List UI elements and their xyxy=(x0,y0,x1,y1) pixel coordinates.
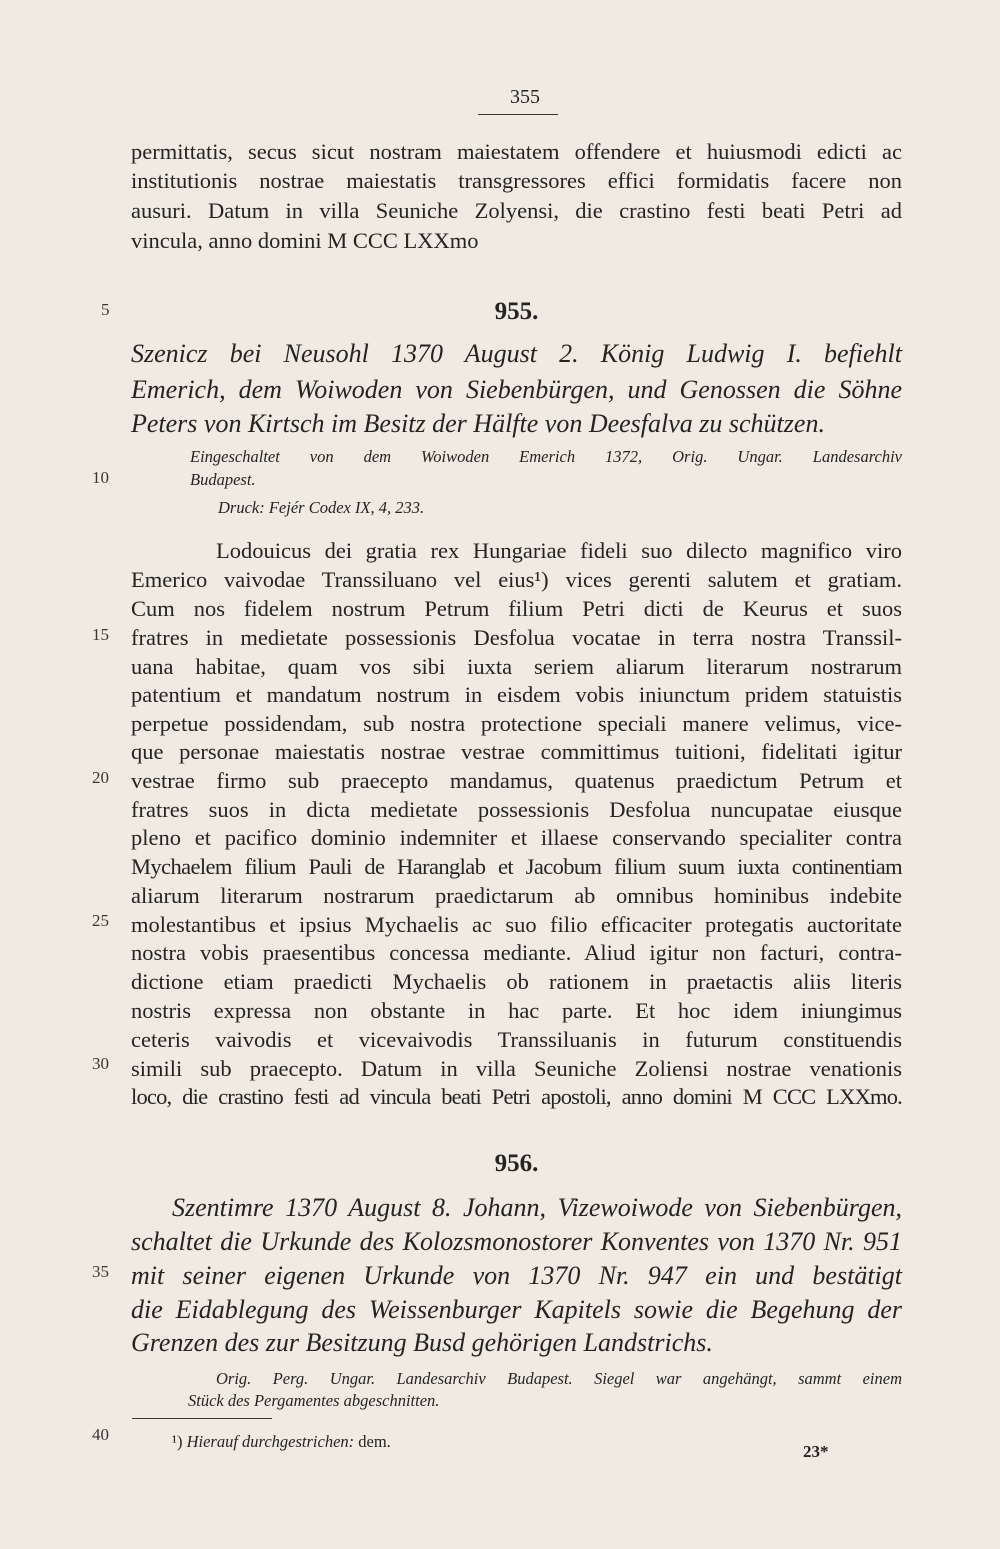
doc955-text-line: simili sub praecepto. Datum in villa Seuniche Zoliensi nostrae venationis xyxy=(131,1056,902,1081)
doc955-text-line: que personae maiestatis nostrae vestrae committimus tuitioni, fidelitati igitur xyxy=(131,739,902,764)
line-number: 35 xyxy=(92,1262,109,1281)
page-number-rule xyxy=(478,114,558,115)
doc956-source: Orig. Perg. Ungar. Landesarchiv Budapest. Siegel war angehängt, sammt einem xyxy=(216,1369,902,1388)
line-number: 15 xyxy=(92,625,109,644)
doc955-text-line: loco, die crastino festi ad vincula beati Petri apostoli, anno domini M CCC LXXmo. xyxy=(131,1084,902,1109)
doc955-summary-line: Peters von Kirtsch im Besitz der Hälfte von Deesfalva zu schützen. xyxy=(131,409,825,438)
footnote-rule xyxy=(132,1418,272,1419)
doc955-text-line: patentium et mandatum nostrum in eisdem vobis iniunctum pridem statuistis xyxy=(131,682,902,707)
doc955-text-line: Cum nos fidelem nostrum Petrum filium Petri dicti de Keurus et suos xyxy=(131,596,902,621)
doc955-summary-line: Emerich, dem Woiwoden von Siebenbürgen, und Genossen die Söhne xyxy=(131,375,902,404)
footnote-label: Hierauf durchgestrichen: xyxy=(186,1432,355,1451)
doc955-text-line: fratres suos in dicta medietate possessionis Desfolua nuncupatae eiusque xyxy=(131,797,902,822)
doc955-source: Eingeschaltet von dem Woiwoden Emerich 1372, Orig. Ungar. Landesarchiv xyxy=(190,447,902,466)
doc956-summary-line: mit seiner eigenen Urkunde von 1370 Nr. 947 ein und bestätigt xyxy=(131,1261,902,1290)
document-number-955: 955. xyxy=(494,298,539,325)
doc956-source-cont: Stück des Pergamentes abgeschnitten. xyxy=(188,1391,440,1410)
doc955-text-line: ceteris vaivodis et vicevaivodis Transsiluanis in futurum constituendis xyxy=(131,1027,902,1052)
doc955-text-line: perpetue possidendam, sub nostra protectione speciali manere velimus, vice- xyxy=(131,711,902,736)
doc955-summary-line: Szenicz bei Neusohl 1370 August 2. König Ludwig I. befiehlt xyxy=(131,339,902,368)
doc955-text-line: uana habitae, quam vos sibi iuxta seriem aliarum literarum nostrarum xyxy=(131,654,902,679)
doc955-text-line: vestrae firmo sub praecepto mandamus, quatenus praedictum Petrum et xyxy=(131,768,902,793)
line-number: 10 xyxy=(92,468,109,487)
doc956-summary-line: Szentimre 1370 August 8. Johann, Vizewoiwode von Siebenbürgen, xyxy=(172,1193,902,1222)
doc955-text-line: Lodouicus dei gratia rex Hungariae fideli suo dilecto magnifico viro xyxy=(216,538,902,563)
doc955-text-line: pleno et pacifico dominio indemniter et illaese conservando specialiter contra xyxy=(131,825,902,850)
doc955-text-line: fratres in medietate possessionis Desfolua vocatae in terra nostra Transsil- xyxy=(131,625,902,650)
doc955-text-line: aliarum literarum nostrarum praedictarum ab omnibus hominibus indebite xyxy=(131,883,902,908)
footnote xyxy=(172,1432,391,1452)
doc955-text-line: dictione etiam praedicti Mychaelis ob rationem in praetactis aliis literis xyxy=(131,969,902,994)
doc956-summary-line: Grenzen des zur Besitzung Busd gehörigen Landstrichs. xyxy=(131,1328,713,1357)
footnote-text: dem. xyxy=(358,1432,391,1451)
line-number: 40 xyxy=(92,1425,109,1444)
continuation-line: vincula, anno domini M CCC LXXmo xyxy=(131,228,479,253)
continuation-line: institutionis nostrae maiestatis transgressores effici formidatis facere non xyxy=(131,168,902,193)
doc955-text-line: Emerico vaivodae Transsiluano vel eius¹) vices gerenti salutem et gratiam. xyxy=(131,567,902,592)
line-number: 5 xyxy=(101,300,110,319)
doc955-print: Druck: Fejér Codex IX, 4, 233. xyxy=(218,498,425,517)
continuation-line: permittatis, secus sicut nostram maiestatem offendere et huiusmodi edicti ac xyxy=(131,139,902,164)
doc956-summary-line: die Eidablegung des Weissenburger Kapitels sowie die Begehung der xyxy=(131,1295,902,1324)
line-number: 20 xyxy=(92,768,109,787)
page-number: 355 xyxy=(510,86,540,108)
continuation-line: ausuri. Datum in villa Seuniche Zolyensi, die crastino festi beati Petri ad xyxy=(131,198,902,223)
document-number-956: 956. xyxy=(494,1150,539,1177)
doc956-summary-line: schaltet die Urkunde des Kolozsmonostorer Konventes von 1370 Nr. 951 xyxy=(131,1227,902,1256)
doc955-source-cont: Budapest. xyxy=(190,470,256,489)
doc955-text-line: molestantibus et ipsius Mychaelis ac suo filio efficaciter protegatis auctoritate xyxy=(131,912,902,937)
doc955-text-line: nostra vobis praesentibus concessa mediante. Aliud igitur non facturi, contra- xyxy=(131,940,902,965)
doc955-text-line: nostris expressa non obstante in hac parte. Et hoc idem iniungimus xyxy=(131,998,902,1023)
line-number: 30 xyxy=(92,1054,109,1073)
line-number: 25 xyxy=(92,911,109,930)
footnote-marker: ¹) xyxy=(172,1432,183,1451)
signature-mark: 23* xyxy=(803,1442,829,1461)
doc955-text-line: Mychaelem filium Pauli de Haranglab et Jacobum filium suum iuxta continentiam xyxy=(131,854,902,879)
